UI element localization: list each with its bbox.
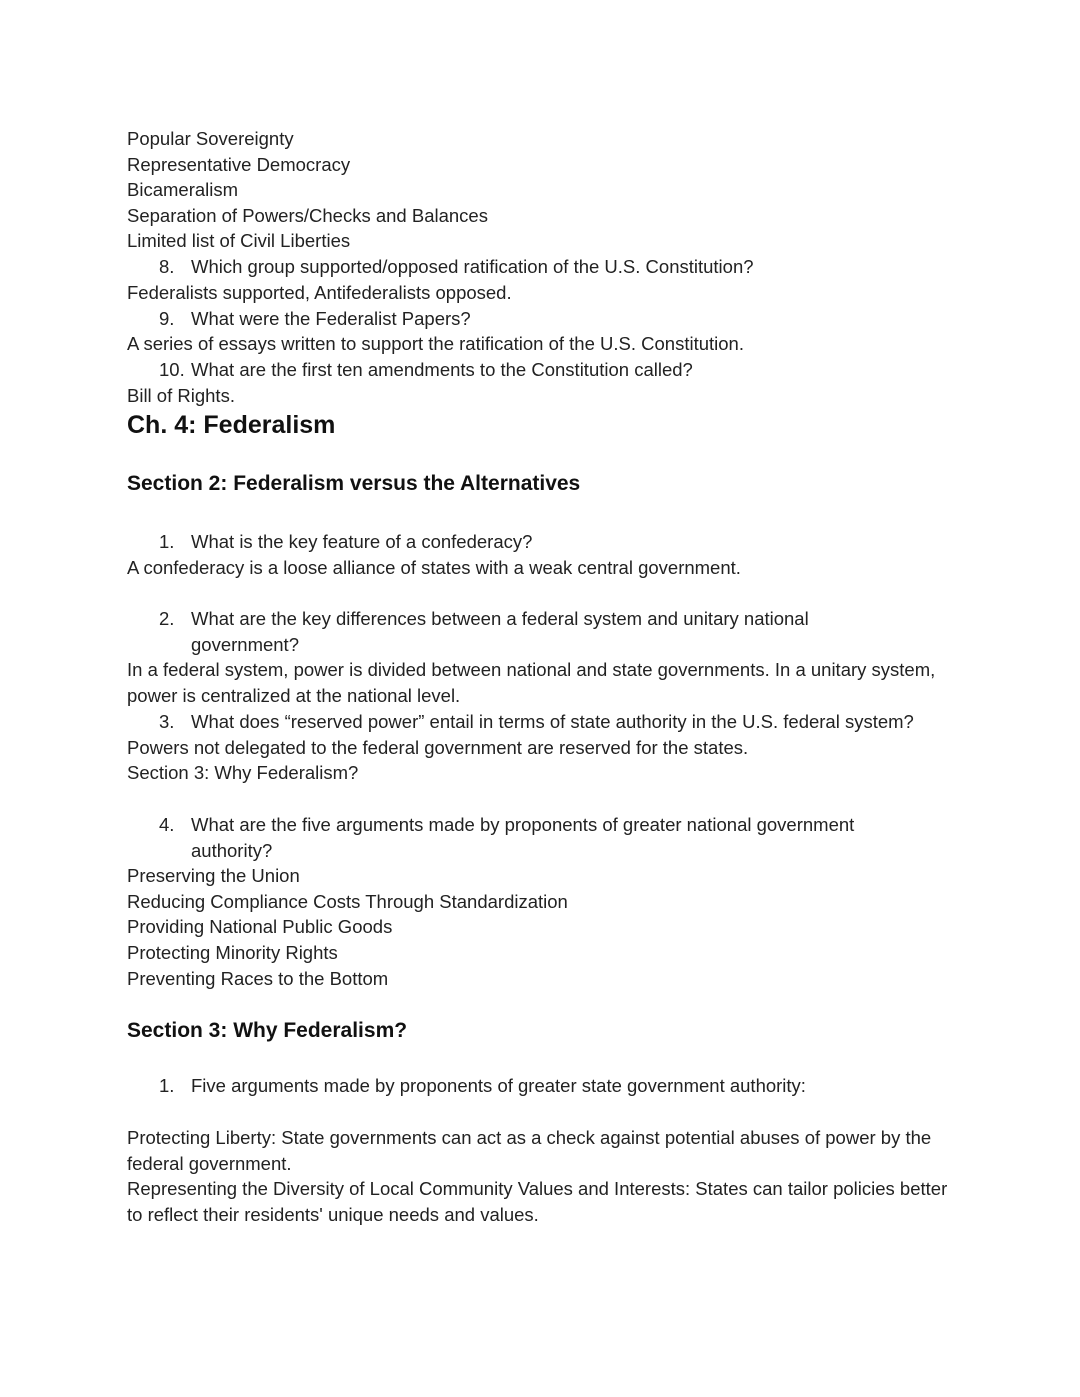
question-text: What were the Federalist Papers?	[191, 308, 471, 329]
question-text: What is the key feature of a confederacy?	[191, 531, 533, 552]
question-2	[127, 606, 967, 658]
chapter-title: Ch. 4: Federalism	[127, 411, 336, 439]
list-item: Separation of Powers/Checks and Balances	[127, 205, 488, 226]
answer-9: A series of essays written to support the ratification of the U.S. Constitution.	[127, 333, 744, 354]
section-heading: Section 3: Why Federalism?	[127, 1019, 408, 1042]
list-item: Protecting Minority Rights	[127, 942, 338, 963]
answer-3: Powers not delegated to the federal government are reserved for the states.	[127, 737, 749, 758]
question-text: What are the five arguments made by proponents of greater national government authority?	[191, 814, 855, 861]
question-text: What are the first ten amendments to the Constitution called?	[191, 359, 693, 380]
list-item: Reducing Compliance Costs Through Standardization	[127, 891, 568, 912]
question-text: Which group supported/opposed ratification of the U.S. Constitution?	[191, 256, 754, 277]
question-9	[127, 306, 967, 332]
list-item: Representative Democracy	[127, 154, 351, 175]
answer-1: A confederacy is a loose alliance of states with a weak central government.	[127, 557, 741, 578]
question-number: 2.	[159, 608, 175, 629]
question-number: 1.	[159, 1075, 175, 1096]
question-1	[127, 1073, 967, 1099]
list-item: Bicameralism	[127, 179, 239, 200]
argument-paragraph: Protecting Liberty: State governments can act as a check against potential abuses of power by the federal government.	[127, 1127, 932, 1174]
question-number: 3.	[159, 711, 175, 732]
question-10	[127, 357, 967, 383]
question-3	[127, 709, 967, 735]
list-item: Preserving the Union	[127, 865, 300, 886]
answer-2: In a federal system, power is divided between national and state governments. In a unitary system, power is centralized at the national level.	[127, 659, 936, 706]
question-number: 9.	[159, 308, 175, 329]
argument-paragraph: Representing the Diversity of Local Community Values and Interests: States can tailor policies better to reflect their residents' unique needs and values.	[127, 1178, 948, 1225]
question-text: Five arguments made by proponents of greater state government authority:	[191, 1075, 806, 1096]
answer-8: Federalists supported, Antifederalists opposed.	[127, 282, 512, 303]
list-item: Preventing Races to the Bottom	[127, 968, 389, 989]
subsection-label: Section 3: Why Federalism?	[127, 762, 359, 783]
list-item: Providing National Public Goods	[127, 916, 393, 937]
question-number: 10.	[159, 359, 185, 380]
question-4	[127, 812, 967, 864]
list-item: Popular Sovereignty	[127, 128, 294, 149]
section-heading: Section 2: Federalism versus the Alternatives	[127, 472, 581, 495]
list-item: Limited list of Civil Liberties	[127, 230, 351, 251]
question-text: What are the key differences between a federal system and unitary national government?	[191, 608, 809, 655]
question-8	[127, 254, 967, 280]
question-number: 8.	[159, 256, 175, 277]
answer-10: Bill of Rights.	[127, 385, 235, 406]
question-number: 1.	[159, 531, 175, 552]
question-text: What does “reserved power” entail in terms of state authority in the U.S. federal system?	[191, 711, 914, 732]
question-1	[127, 529, 967, 555]
question-number: 4.	[159, 814, 175, 835]
